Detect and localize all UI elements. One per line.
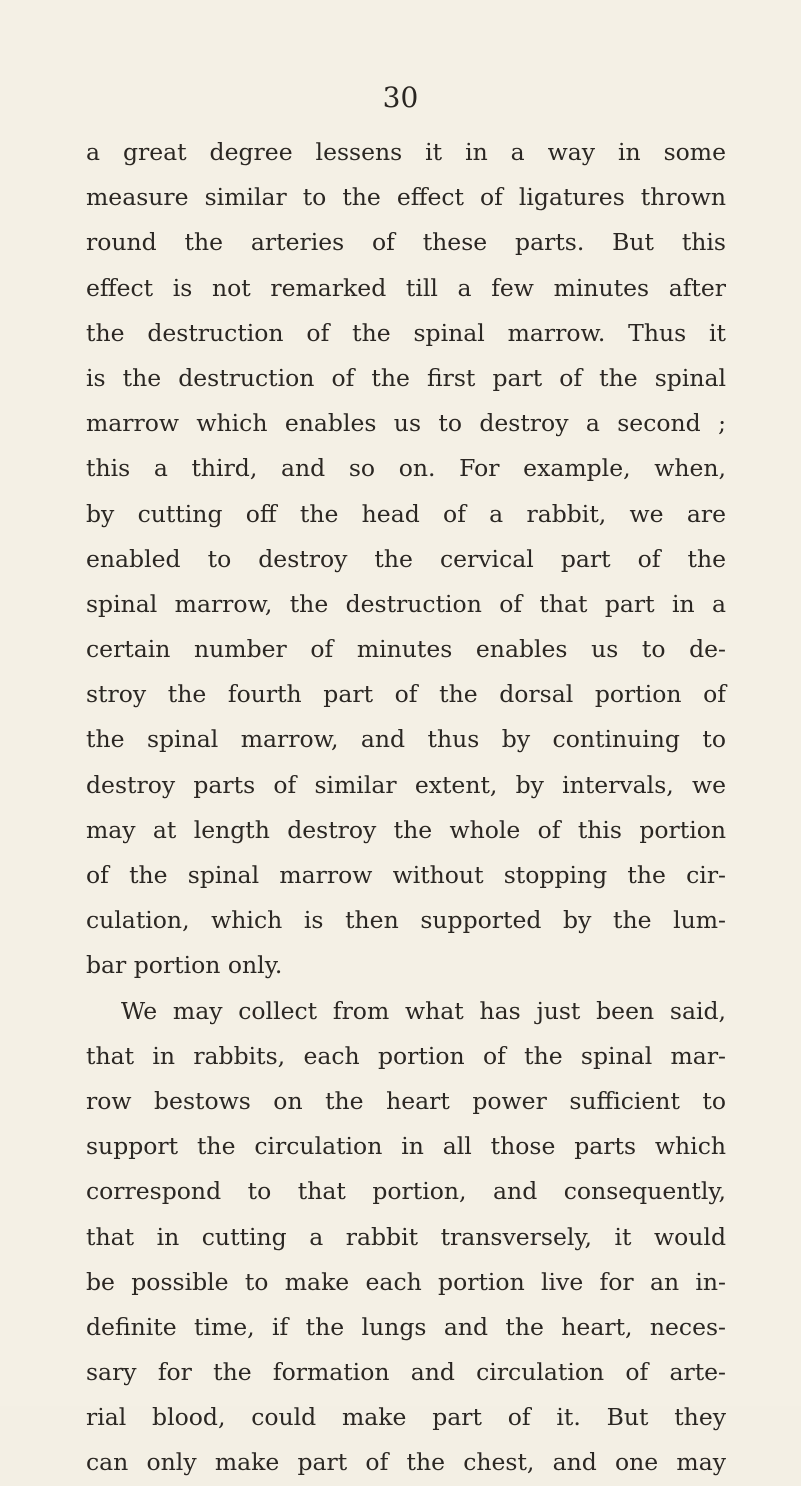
text-line: stroy the fourth part of the dorsal portion of xyxy=(86,680,726,709)
text-line: this a third, and so on. For example, when, xyxy=(86,454,726,483)
text-line: that in rabbits, each portion of the spinal mar- xyxy=(86,1041,726,1070)
text-line: is the destruction of the first part of the spinal xyxy=(86,363,726,392)
text-line: marrow which enables us to destroy a second ; xyxy=(86,409,726,438)
text-line: the destruction of the spinal marrow. Thus it xyxy=(86,318,726,347)
text-line: definite time, if the lungs and the heart, neces- xyxy=(86,1312,726,1341)
text-line: by cutting off the head of a rabbit, we are xyxy=(86,499,726,528)
text-line: of the spinal marrow without stopping the cir- xyxy=(86,861,726,889)
text-line: a great degree lessens it in a way in some xyxy=(86,138,726,166)
text-line: round the arteries of these parts. But this xyxy=(86,228,726,257)
text-line: spinal marrow, the destruction of that part in a xyxy=(86,589,726,618)
text-line: the spinal marrow, and thus by continuing to xyxy=(86,725,726,754)
text-line: effect is not remarked till a few minutes after xyxy=(86,273,726,302)
text-line: destroy parts of similar extent, by intervals, we xyxy=(86,770,726,799)
page-number: 30 xyxy=(382,81,419,114)
text-line: We may collect from what has just been said, xyxy=(121,996,726,1025)
text-line: certain number of minutes enables us to de- xyxy=(86,635,726,664)
text-line: rial blood, could make part of it. But they xyxy=(86,1403,726,1432)
text-line: support the circulation in all those parts which xyxy=(86,1132,726,1161)
body-text xyxy=(86,130,726,1486)
text-line: row bestows on the heart power sufficient to xyxy=(86,1086,726,1115)
text-line: be possible to make each portion live for an in- xyxy=(86,1267,726,1296)
text-line: bar portion only. xyxy=(86,951,283,980)
text-line: correspond to that portion, and consequently, xyxy=(86,1177,726,1206)
text-line: enabled to destroy the cervical part of the xyxy=(86,544,726,573)
text-line: culation, which is then supported by the lum- xyxy=(86,906,726,935)
text-line: sary for the formation and circulation of arte- xyxy=(86,1358,726,1387)
text-line: can only make part of the chest, and one may xyxy=(86,1448,726,1477)
text-line: measure similar to the effect of ligatures thrown xyxy=(86,183,726,212)
text-line: that in cutting a rabbit transversely, it would xyxy=(86,1222,726,1251)
text-line: may at length destroy the whole of this portion xyxy=(86,815,726,844)
